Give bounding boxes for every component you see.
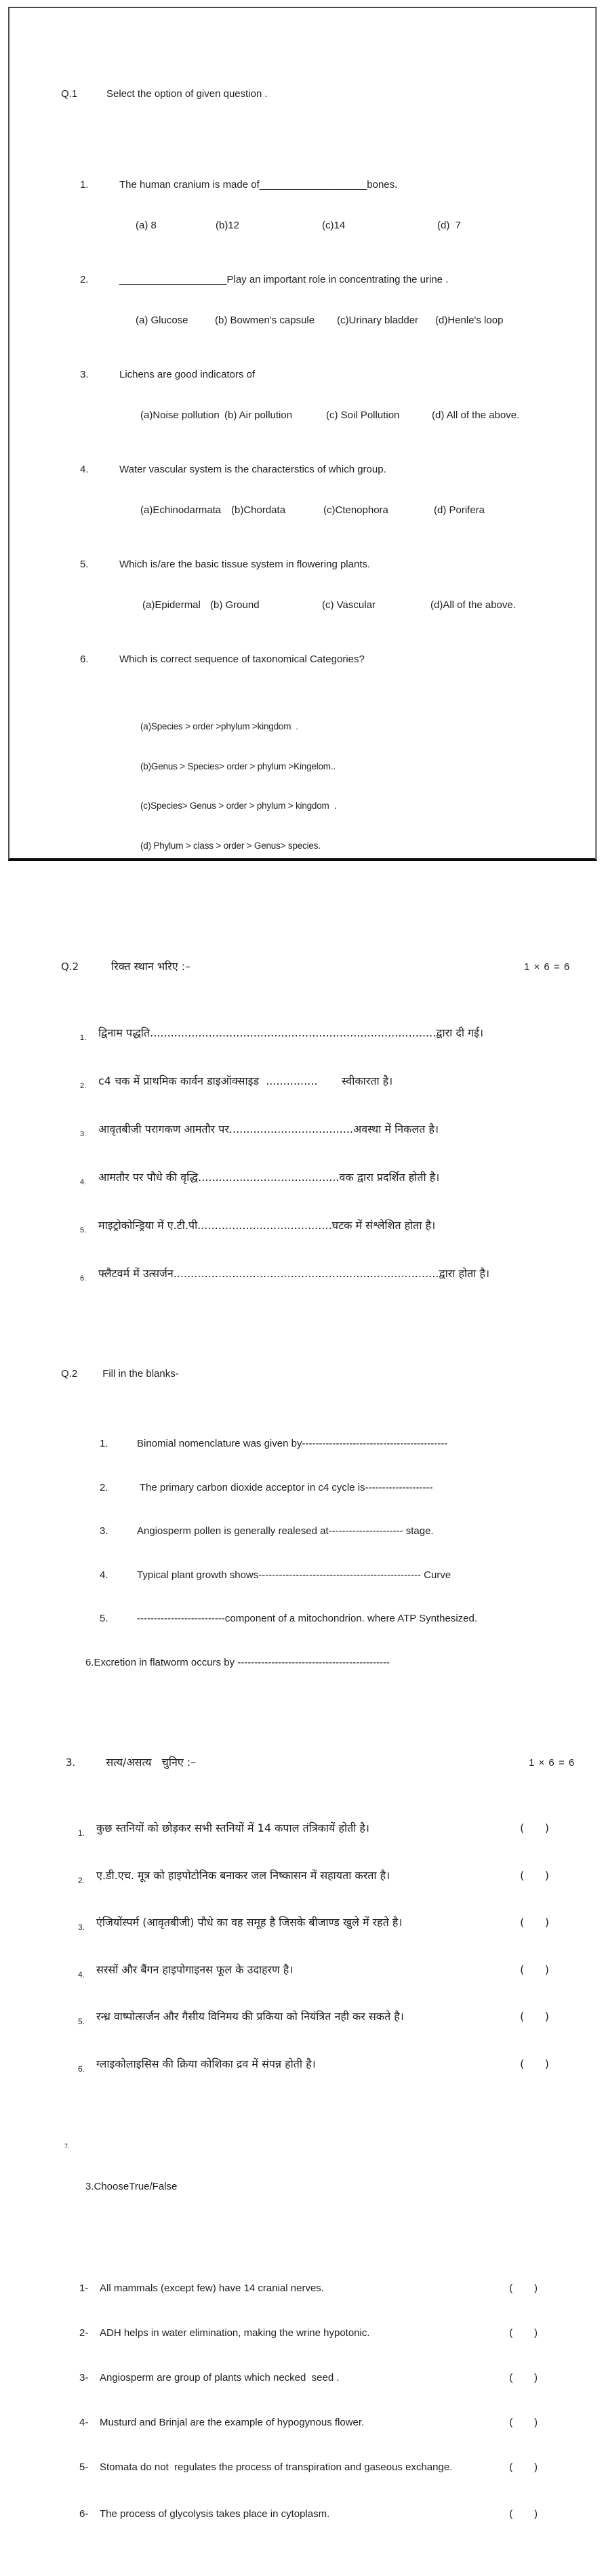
q1-questions bbox=[9, 151, 595, 906]
item-number: 5. bbox=[78, 2017, 85, 2026]
fill-blank-item bbox=[100, 1524, 595, 1539]
option-b: (b) Bowmen's capsule bbox=[215, 315, 315, 326]
options-row bbox=[142, 599, 595, 612]
marks-label: 1 × 6 = 6 bbox=[524, 961, 571, 973]
option-a: (a) Glucose bbox=[136, 315, 188, 326]
q2-english-title: Fill in the blanks- bbox=[102, 1368, 179, 1380]
option-d: (d)All of the above. bbox=[430, 599, 516, 611]
option-a: (a) 8 bbox=[136, 220, 157, 231]
q3-hindi-items bbox=[9, 1795, 595, 2102]
answer-bracket: ( ) bbox=[509, 2508, 540, 2520]
question-row bbox=[80, 273, 595, 287]
item-text: ए.डी.एच. मूत्र को हाइपोटोनिक बनाकर जल निष्कासन में सहायता करता है। bbox=[96, 1868, 390, 1882]
true-false-item bbox=[78, 1819, 595, 1843]
fill-blank-item bbox=[100, 1568, 595, 1583]
item-text: Binomial nomenclature was given by------------------------------------------- bbox=[137, 1438, 448, 1449]
item-text: All mammals (except few) have 14 cranial nerves. bbox=[100, 2282, 324, 2294]
item-number: 2. bbox=[100, 1481, 108, 1493]
fill-blank-item bbox=[85, 1655, 595, 1670]
option-b: (b)Chordata bbox=[231, 504, 286, 516]
fill-blank-item bbox=[100, 1481, 595, 1495]
question-row bbox=[80, 178, 595, 192]
item-text: ग्लाइकोलाइसिस की क्रिया कोशिका द्रव में संपन्न होती है। bbox=[96, 2057, 316, 2070]
item-number: 3. bbox=[100, 1525, 108, 1537]
answer-bracket: ( ) bbox=[509, 2461, 540, 2473]
answer-bracket: ( ) bbox=[509, 2327, 540, 2339]
item-text: सरसों और बैंगन हाइपोगाइनस फूल के उदाहरण है। bbox=[96, 1963, 294, 1976]
item-text: कुछ स्तनियों को छोड़कर सभी स्तनियों में 14 कपाल तंत्रिकायें होती है। bbox=[96, 1822, 369, 1834]
question-row bbox=[80, 463, 595, 477]
item-number: 1. bbox=[100, 1438, 108, 1449]
question-row bbox=[80, 653, 595, 666]
item-text: 6.Excretion in flatworm occurs by --------------------------------------------- bbox=[85, 1656, 390, 1668]
q2-english-label: Q.2 bbox=[61, 1368, 78, 1380]
true-false-item bbox=[78, 2055, 595, 2078]
q2-hindi-items bbox=[9, 999, 595, 1312]
true-false-item bbox=[79, 2371, 595, 2386]
stray-number: 7. bbox=[64, 2143, 70, 2150]
answer-bracket: ( ) bbox=[520, 1822, 550, 1834]
q2-english-items bbox=[9, 1407, 595, 1699]
item-text: एंजियोंस्पर्म (आवृतबीजी) पौधे का वह समूह है जिसके बीजाण्ड खुले में रहते है। bbox=[96, 1916, 403, 1929]
item-number: 2. bbox=[78, 1875, 85, 1885]
option-c: (c)14 bbox=[322, 220, 346, 231]
item-text: आवृतबीजी परागकण आमतौर पर....................................अवस्था में निकलत है। bbox=[98, 1123, 439, 1135]
option-c: (c)Urinary bladder bbox=[337, 315, 419, 326]
option-b: (b) Air pollution bbox=[224, 409, 293, 421]
item-text: Typical plant growth shows------------------------------------------------ Curve bbox=[137, 1569, 451, 1581]
question-row bbox=[80, 558, 595, 571]
true-false-item bbox=[79, 2460, 595, 2475]
option-d: (d) Phylum > class > order > Genus> species. bbox=[140, 840, 321, 851]
answer-bracket: ( ) bbox=[509, 2372, 540, 2383]
question-text: Which is/are the basic tissue system in flowering plants. bbox=[119, 559, 371, 570]
option-a: (a)Echinodarmata bbox=[140, 504, 222, 516]
option-c: (c)Ctenophora bbox=[323, 504, 388, 516]
option-c: (c) Vascular bbox=[322, 599, 376, 611]
true-false-item bbox=[79, 2415, 595, 2430]
options-row bbox=[136, 219, 595, 233]
option-a: (a)Noise pollution bbox=[140, 409, 220, 421]
item-number: 6. bbox=[78, 2064, 85, 2074]
q2-hindi-header bbox=[61, 959, 595, 975]
item-number: 6- bbox=[79, 2508, 89, 2520]
q3-hindi-header bbox=[66, 1754, 595, 1771]
item-number: 2. bbox=[80, 1082, 87, 1090]
q3-english-items bbox=[9, 2251, 595, 2552]
q2-hindi-label: Q.2 bbox=[61, 961, 79, 973]
question-number: 5. bbox=[80, 559, 89, 570]
question-number: 1. bbox=[80, 179, 89, 190]
choose-true-false-subheading: 3.ChooseTrue/False bbox=[85, 2181, 178, 2192]
fill-blank-item bbox=[80, 1120, 595, 1144]
item-number: 5- bbox=[79, 2461, 89, 2473]
item-number: 1- bbox=[79, 2282, 89, 2294]
true-false-item bbox=[79, 2507, 595, 2522]
true-false-item bbox=[78, 1914, 595, 1937]
marks-label: 1 × 6 = 6 bbox=[529, 1757, 575, 1769]
option-a: (a)Species > order >phylum >kingdom . bbox=[140, 721, 298, 731]
option-b: (b)12 bbox=[216, 220, 240, 231]
item-text: रन्ध्र वाष्पोत्सर्जन और गैसीय विनिमय की प्रकिया को नियंत्रित नही कर सकते है। bbox=[96, 2010, 404, 2023]
item-text: The process of glycolysis takes place in cytoplasm. bbox=[100, 2508, 330, 2520]
option-c: (c) Soil Pollution bbox=[326, 409, 400, 421]
item-text: c4 चक में प्राथमिक कार्वन डाइऑक्साइड ............... स्वीकारता है। bbox=[98, 1074, 393, 1087]
item-text: Musturd and Brinjal are the example of hypogynous flower. bbox=[100, 2417, 365, 2428]
option-c: (c)Species> Genus > order > phylum > kingdom . bbox=[140, 801, 337, 811]
fill-blank-item bbox=[80, 1024, 595, 1047]
true-false-item bbox=[78, 2008, 595, 2031]
question-text: ___________________Play an important role in concentrating the urine . bbox=[119, 274, 449, 285]
exam-paper-page bbox=[8, 7, 597, 2520]
fill-blank-item bbox=[100, 1436, 595, 1451]
item-text: माइट्रोकोन्ड्रिया में ए.टी.पी.......................................घटक में संश्लेशित होता है। bbox=[98, 1219, 436, 1232]
options-row bbox=[140, 504, 595, 517]
fill-blank-item bbox=[80, 1168, 595, 1192]
item-number: 3. bbox=[80, 1130, 87, 1138]
item-number: 1. bbox=[78, 1828, 85, 1838]
fill-blank-item bbox=[80, 1264, 595, 1288]
question-number: 4. bbox=[80, 464, 89, 475]
q2-english-header bbox=[61, 1367, 595, 1381]
item-text: आमतौर पर पौधे की वृद्धि.........................................वक द्वारा प्रदर्शित होती है। bbox=[98, 1171, 440, 1184]
answer-bracket: ( ) bbox=[520, 1916, 550, 1929]
q1-header bbox=[61, 88, 595, 100]
item-number: 3. bbox=[78, 1923, 85, 1932]
fill-blank-item bbox=[80, 1072, 595, 1095]
option-d: (d)Henle's loop bbox=[435, 315, 504, 326]
fill-blank-item bbox=[80, 1216, 595, 1240]
question-text: The human cranium is made of___________________bones. bbox=[119, 179, 398, 190]
item-text: द्विनाम पद्धति...................................................................................द्वारा दी गई। bbox=[98, 1026, 484, 1039]
item-number: 4- bbox=[79, 2417, 89, 2428]
options-row bbox=[136, 314, 595, 327]
question-number: 6. bbox=[80, 653, 89, 665]
answer-bracket: ( ) bbox=[520, 1868, 550, 1882]
item-number: 5. bbox=[100, 1613, 108, 1624]
item-number: 4. bbox=[78, 1969, 85, 1979]
item-text: Angiosperm are group of plants which necked seed . bbox=[100, 2372, 340, 2383]
q1-title: Select the option of given question . bbox=[106, 88, 268, 100]
item-text: Stomata do not regulates the process of transpiration and gaseous exchange. bbox=[100, 2461, 453, 2473]
item-text: The primary carbon dioxide acceptor in c4 cycle is-------------------- bbox=[137, 1481, 433, 1493]
item-number: 6. bbox=[80, 1274, 87, 1283]
q3-hindi-title: सत्य/असत्य चुनिए :– bbox=[106, 1756, 197, 1769]
question-text: Lichens are good indicators of bbox=[119, 369, 256, 380]
options-row bbox=[140, 409, 595, 422]
answer-bracket: ( ) bbox=[509, 2417, 540, 2428]
answer-bracket: ( ) bbox=[520, 1963, 550, 1976]
answer-bracket: ( ) bbox=[520, 2010, 550, 2023]
q2-hindi-title: रिक्त स्थान भरिए :– bbox=[111, 960, 191, 973]
true-false-item bbox=[78, 1867, 595, 1890]
true-false-item bbox=[79, 2281, 595, 2296]
item-number: 3- bbox=[79, 2372, 89, 2383]
question-text: Water vascular system is the characterstics of which group. bbox=[119, 464, 386, 475]
answer-bracket: ( ) bbox=[509, 2282, 540, 2294]
option-b: (b) Ground bbox=[210, 599, 260, 611]
item-number: 1. bbox=[80, 1034, 87, 1042]
answer-bracket: ( ) bbox=[520, 2057, 550, 2070]
item-number: 4. bbox=[100, 1569, 108, 1581]
q3-hindi-label: 3. bbox=[66, 1756, 76, 1769]
option-b: (b)Genus > Species> order > phylum >Kingelom.. bbox=[140, 761, 336, 771]
question-row bbox=[80, 368, 595, 382]
item-text: --------------------------component of a mitochondrion. where ATP Synthesized. bbox=[137, 1613, 478, 1624]
item-text: Angiosperm pollen is generally realesed at---------------------- stage. bbox=[137, 1525, 434, 1537]
stacked-options bbox=[140, 693, 595, 879]
item-number: 4. bbox=[80, 1178, 87, 1186]
question-text: Which is correct sequence of taxonomical Categories? bbox=[119, 653, 365, 665]
option-a: (a)Epidermal bbox=[142, 599, 201, 611]
item-text: ADH helps in water elimination, making the wrine hypotonic. bbox=[100, 2327, 370, 2339]
item-number: 5. bbox=[80, 1226, 87, 1234]
q1-label: Q.1 bbox=[61, 88, 78, 100]
true-false-item bbox=[79, 2326, 595, 2341]
true-false-item bbox=[78, 1961, 595, 1984]
question-number: 2. bbox=[80, 274, 89, 285]
question-number: 3. bbox=[80, 369, 89, 380]
fill-blank-item bbox=[100, 1611, 595, 1626]
option-d: (d) All of the above. bbox=[432, 409, 520, 421]
option-d: (d) Porifera bbox=[434, 504, 485, 516]
item-number: 2- bbox=[79, 2327, 89, 2339]
option-d: (d) 7 bbox=[437, 220, 462, 231]
item-text: फ्लैटवर्म में उत्सर्जन.............................................................................द्वारा होता है। bbox=[98, 1267, 490, 1280]
